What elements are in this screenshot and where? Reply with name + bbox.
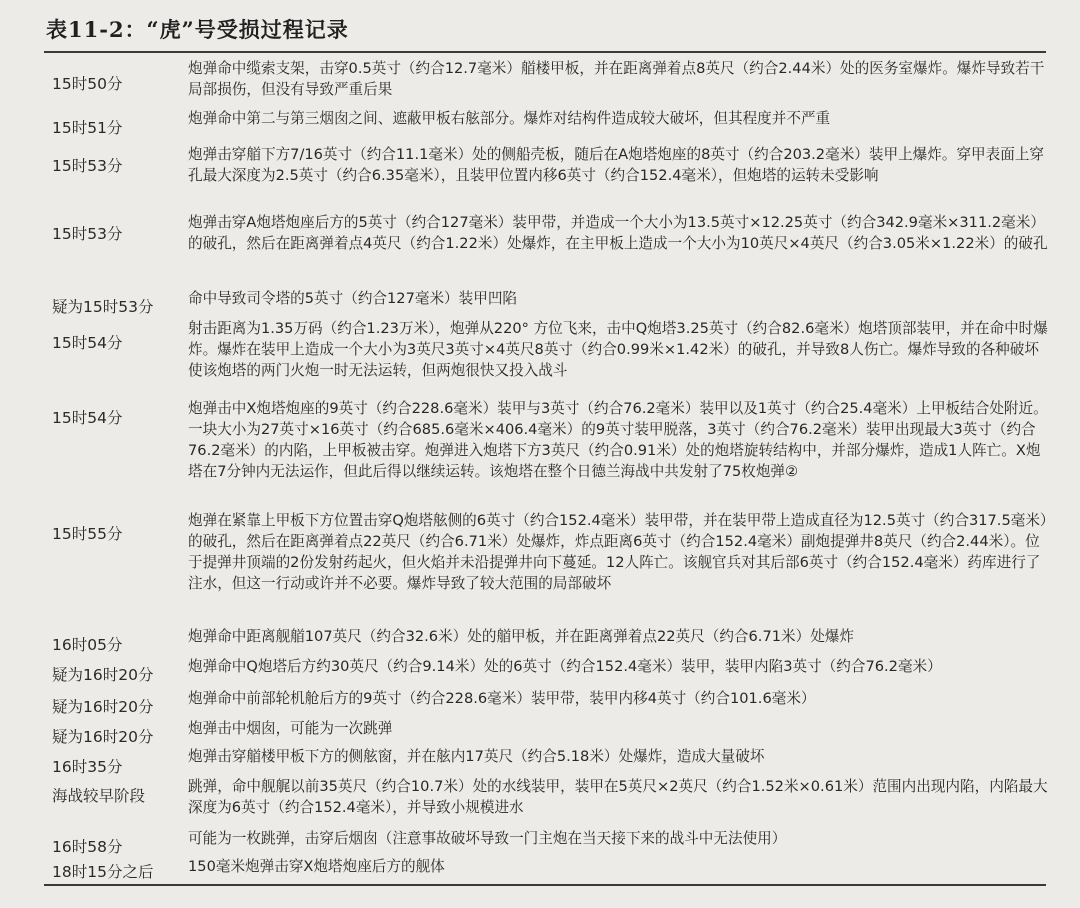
row-description: 炮弹命中前部轮机舱后方的9英寸（约合228.6毫米）装甲带，装甲内移4英寸（约合101.6毫米） (188, 690, 816, 707)
row-time: 疑为15时53分 (52, 298, 154, 316)
row-time: 15时50分 (52, 75, 123, 93)
row-time: 16时05分 (52, 636, 123, 654)
row-description: 炮弹击穿艏楼甲板下方的侧舷窗，并在舷内17英尺（约合5.18米）处爆炸，造成大量破坏 (188, 748, 765, 765)
row-time: 15时54分 (52, 409, 123, 427)
row-time: 疑为16时20分 (52, 698, 154, 716)
row-description: 炮弹击穿A炮塔炮座后方的5英寸（约合127毫米）装甲带，并造成一个大小为13.5英寸×12.25英寸（约合342.9毫米×311.2毫米）的破孔，然后在距离弹着点4英尺（约合1.22米）处爆炸，在主甲板上造成一个大小为10英尺×4英尺（约合3.05米×1.22米）的破孔 (188, 214, 1048, 252)
row-description: 射击距离为1.35万码（约合1.23万米），炮弹从220° 方位飞来，击中Q炮塔3.25英寸（约合82.6毫米）炮塔顶部装甲，并在命中时爆炸。爆炸在装甲上造成一个大小为3英尺3英寸×4英尺8英寸（约合0.99米×1.42米）的破孔，并导致8人伤亡。爆炸导致的各种破坏使该炮塔的两门火炮一时无法运转，但两炮很快又投入战斗 (188, 320, 1048, 379)
row-description: 命中导致司令塔的5英寸（约合127毫米）装甲凹陷 (188, 290, 518, 307)
row-description: 炮弹在紧靠上甲板下方位置击穿Q炮塔舷侧的6英寸（约合152.4毫米）装甲带，并在装甲带上造成直径为12.5英寸（约合317.5毫米）的破孔，然后在距离弹着点22英尺（约合6.71米）处爆炸，炸点距离6英寸（约合152.4毫米）副炮提弹井8英尺（约合2.44米）。位于提弹井顶端的2份发射药起火，但火焰并未沿提弹井向下蔓延。12人阵亡。该舰官兵对其后部6英寸（约合152.4毫米）药库进行了注水，但这一行动或许并不必要。爆炸导致了较大范围的局部破坏 (188, 512, 1048, 592)
bottom-rule (44, 884, 1046, 886)
row-time: 15时53分 (52, 225, 123, 243)
row-time: 15时55分 (52, 525, 123, 543)
table-title: 表11-2：“虎”号受损过程记录 (46, 17, 349, 42)
row-description: 炮弹命中第二与第三烟囱之间、遮蔽甲板右舷部分。爆炸对结构件造成较大破坏，但其程度并不严重 (188, 110, 831, 127)
row-description: 炮弹击中烟囱，可能为一次跳弹 (188, 720, 393, 737)
row-time: 疑为16时20分 (52, 728, 154, 746)
row-description: 跳弹，命中舰艉以前35英尺（约合10.7米）处的水线装甲，装甲在5英尺×2英尺（约合1.52米×0.61米）范围内出现内陷，内陷最大深度为6英寸（约合152.4毫米），并导致小规模进水 (188, 778, 1048, 816)
row-time: 疑为16时20分 (52, 666, 154, 684)
row-time: 15时54分 (52, 334, 123, 352)
row-time: 16时35分 (52, 758, 123, 776)
row-time: 18时15分之后 (52, 863, 154, 881)
row-description: 150毫米炮弹击穿X炮塔炮座后方的舰体 (188, 858, 445, 875)
row-time: 15时53分 (52, 157, 123, 175)
row-description: 炮弹命中Q炮塔后方约30英尺（约合9.14米）处的6英寸（约合152.4毫米）装甲，装甲内陷3英寸（约合76.2毫米） (188, 658, 942, 675)
row-time: 15时51分 (52, 119, 123, 137)
row-description: 炮弹击中X炮塔炮座的9英寸（约合228.6毫米）装甲与3英寸（约合76.2毫米）装甲以及1英寸（约合25.4毫米）上甲板结合处附近。一块大小为27英寸×16英寸（约合685.6毫米×406.4毫米）的9英寸装甲脱落，3英寸（约合76.2毫米）装甲出现最大3英寸（约合76.2毫米）的内陷，上甲板被击穿。炮弹进入炮塔下方3英尺（约合0.91米）处的炮塔旋转结构中，并部分爆炸，造成1人阵亡。X炮塔在7分钟内无法运作，但此后得以继续运转。该炮塔在整个日德兰海战中共发射了75枚炮弹② (188, 400, 1048, 480)
row-description: 炮弹命中距离舰艏107英尺（约合32.6米）处的艏甲板，并在距离弹着点22英尺（约合6.71米）处爆炸 (188, 628, 854, 645)
row-time: 16时58分 (52, 838, 123, 856)
row-description: 炮弹命中缆索支架，击穿0.5英寸（约合12.7毫米）艏楼甲板，并在距离弹着点8英尺（约合2.44米）处的医务室爆炸。爆炸导致若干局部损伤，但没有导致严重后果 (188, 60, 1045, 98)
row-time: 海战较早阶段 (52, 787, 146, 805)
row-description: 可能为一枚跳弹，击穿后烟囱（注意事故破坏导致一门主炮在当天接下来的战斗中无法使用） (188, 830, 787, 847)
row-description: 炮弹击穿艏下方7/16英寸（约合11.1毫米）处的侧船壳板，随后在A炮塔炮座的8英寸（约合203.2毫米）装甲上爆炸。穿甲表面上穿孔最大深度为2.5英寸（约合6.35毫米），且装甲位置内移6英寸（约合152.4毫米），但炮塔的运转未受影响 (188, 146, 1045, 184)
